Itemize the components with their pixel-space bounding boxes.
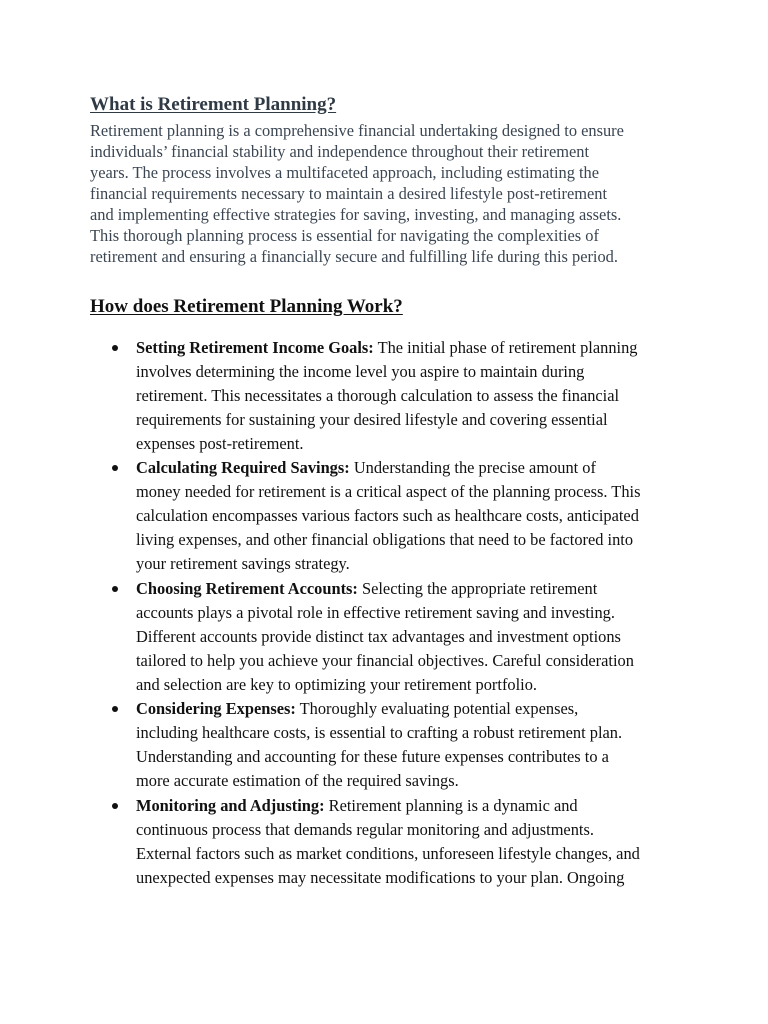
- section-title-how-it-works: How does Retirement Planning Work?: [90, 296, 403, 317]
- list-item-first-line: [136, 794, 696, 818]
- intro-line: financial requirements necessary to maintain a desired lifestyle post-retirement: [90, 184, 608, 203]
- section-title-what-is: What is Retirement Planning?: [90, 94, 337, 115]
- list-item-line: Understanding and accounting for these future expenses contributes to a: [136, 747, 609, 766]
- intro-line: retirement and ensuring a financially secure and fulfilling life during this period.: [90, 247, 618, 266]
- list-item-line: accounts plays a pivotal role in effective retirement saving and investing.: [136, 603, 615, 622]
- list-item-text: Selecting the appropriate retirement: [357, 579, 598, 598]
- list-item-text: Retirement planning is a dynamic and: [324, 796, 578, 815]
- bullet-icon: [112, 586, 118, 592]
- list-item-heading: Considering Expenses:: [136, 699, 296, 718]
- list-item-heading: Choosing Retirement Accounts:: [136, 579, 358, 598]
- intro-line: This thorough planning process is essential for navigating the complexities of: [90, 226, 599, 245]
- list-item-line: including healthcare costs, is essential to crafting a robust retirement plan.: [136, 723, 623, 742]
- list-item-heading: Setting Retirement Income Goals:: [136, 338, 374, 357]
- list-item-text: Understanding the precise amount of: [349, 458, 596, 477]
- list-item-body: [136, 456, 696, 576]
- list-item-body: [136, 697, 696, 793]
- intro-paragraph: [90, 120, 690, 267]
- list-item-body: [136, 336, 696, 456]
- list-item-line: living expenses, and other financial obligations that need to be factored into: [136, 530, 634, 549]
- intro-line: individuals’ financial stability and independence throughout their retirement: [90, 142, 590, 161]
- list-item-body: [136, 794, 696, 890]
- list-item-line: involves determining the income level you aspire to maintain during: [136, 362, 585, 381]
- list-item-line: money needed for retirement is a critical aspect of the planning process. This: [136, 482, 641, 501]
- list-item-line: calculation encompasses various factors such as healthcare costs, anticipated: [136, 506, 639, 525]
- list-item-line: unexpected expenses may necessitate modifications to your plan. Ongoing: [136, 868, 625, 887]
- intro-line: and implementing effective strategies for saving, investing, and managing assets.: [90, 205, 622, 224]
- list-item-first-line: [136, 456, 696, 480]
- list-item-line: expenses post-retirement.: [136, 434, 304, 453]
- list-item-line: Different accounts provide distinct tax advantages and investment options: [136, 627, 621, 646]
- list-item-text: The initial phase of retirement planning: [373, 338, 638, 357]
- bullet-icon: [112, 803, 118, 809]
- list-item-line: tailored to help you achieve your financial objectives. Careful consideration: [136, 651, 634, 670]
- list-item-line: and selection are key to optimizing your retirement portfolio.: [136, 675, 537, 694]
- bullet-icon: [112, 465, 118, 471]
- intro-line: years. The process involves a multifaceted approach, including estimating the: [90, 163, 600, 182]
- bullet-icon: [112, 706, 118, 712]
- list-item-heading: Calculating Required Savings:: [136, 458, 350, 477]
- list-item-first-line: [136, 697, 696, 721]
- list-item-text: Thoroughly evaluating potential expenses,: [295, 699, 579, 718]
- list-item-line: requirements for sustaining your desired lifestyle and covering essential: [136, 410, 608, 429]
- list-item-body: [136, 577, 696, 697]
- list-item-line: retirement. This necessitates a thorough calculation to assess the financial: [136, 386, 620, 405]
- list-item-first-line: [136, 577, 696, 601]
- list-item-line: more accurate estimation of the required savings.: [136, 771, 459, 790]
- intro-line: Retirement planning is a comprehensive financial undertaking designed to ensure: [90, 121, 624, 140]
- list-item-first-line: [136, 336, 696, 360]
- list-item-line: continuous process that demands regular monitoring and adjustments.: [136, 820, 594, 839]
- list-item-line: your retirement savings strategy.: [136, 554, 350, 573]
- list-item-heading: Monitoring and Adjusting:: [136, 796, 325, 815]
- list-item-line: External factors such as market conditions, unforeseen lifestyle changes, and: [136, 844, 640, 863]
- bullet-icon: [112, 345, 118, 351]
